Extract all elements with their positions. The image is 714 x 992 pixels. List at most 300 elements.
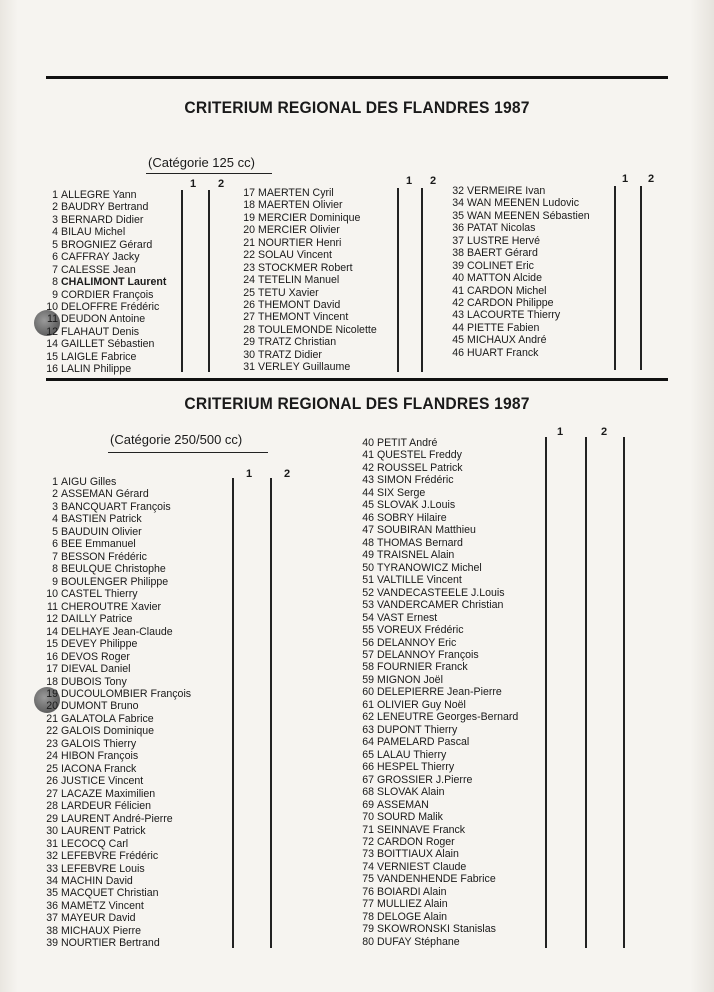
entry-name: DIEVAL Daniel (61, 663, 131, 676)
entry-name: THEMONT Vincent (258, 311, 349, 324)
entry-name: VANDERCAMER Christian (377, 599, 504, 612)
entry-number: 40 (452, 272, 464, 285)
entry-row (357, 437, 518, 449)
entry-row (238, 199, 377, 211)
entry-row (447, 235, 590, 247)
entry-name: CORDIER François (61, 288, 154, 301)
entry-row (357, 462, 518, 474)
section1-mark-line (640, 186, 642, 370)
entry-row (357, 449, 518, 461)
entry-row (46, 825, 191, 837)
entry-row (357, 936, 518, 948)
entry-row (357, 574, 518, 586)
entry-number: 3 (52, 213, 58, 226)
entry-row (357, 512, 518, 524)
entry-row (357, 549, 518, 561)
entry-row (238, 262, 377, 274)
entry-row (46, 663, 191, 675)
entry-row (447, 272, 590, 284)
entry-name: QUESTEL Freddy (377, 449, 462, 462)
entry-row (46, 651, 191, 663)
entry-name: CARDON Roger (377, 836, 455, 848)
entry-name: ALLEGRE Yann (61, 189, 137, 201)
entry-name: DELANNOY François (377, 648, 479, 661)
entry-number: 47 (362, 524, 374, 537)
entry-row (447, 334, 590, 346)
entry-row (46, 501, 191, 513)
entry-number: 70 (362, 811, 374, 824)
entry-name: CASTEL Thierry (61, 588, 138, 601)
section1-column-b (238, 187, 377, 374)
entry-row (46, 838, 191, 850)
entry-row (46, 538, 191, 550)
entry-number: 15 (46, 350, 58, 363)
entry-number: 41 (362, 449, 374, 462)
entry-number: 1 (52, 476, 58, 488)
section1-mark-line (421, 188, 423, 372)
entry-row (447, 222, 590, 234)
entry-row (447, 322, 590, 334)
entry-name: BEE Emmanuel (61, 538, 136, 551)
entry-name: MICHAUX Pierre (61, 924, 142, 937)
entry-number: 25 (243, 286, 255, 299)
entry-number: 34 (452, 197, 464, 210)
entry-name: SIMON Frédéric (377, 474, 454, 487)
entry-number: 9 (52, 575, 58, 588)
entry-number: 38 (46, 924, 58, 937)
entry-row (357, 624, 518, 636)
entry-number: 16 (46, 363, 58, 376)
section2-mark-line (585, 437, 587, 948)
entry-name: MERCIER Olivier (258, 224, 340, 237)
entry-name: MAERTEN Olivier (258, 199, 343, 212)
entry-name: DUFAY Stéphane (377, 935, 460, 948)
entry-row (357, 674, 518, 686)
entry-row (447, 347, 590, 359)
section1-mark-line (208, 190, 210, 372)
entry-name: LEFEBVRE Louis (61, 862, 145, 875)
entry-number: 58 (362, 661, 374, 674)
entry-name: DEUDON Antoine (61, 313, 146, 326)
section1-mark-line (397, 188, 399, 372)
entry-name: GALOIS Dominique (61, 725, 155, 738)
entry-number: 75 (362, 873, 374, 886)
entry-row (46, 189, 166, 201)
entry-name: BOIARDI Alain (377, 885, 447, 898)
entry-row (46, 700, 191, 712)
entry-name: DEVOS Roger (61, 650, 130, 663)
entry-name: FLAHAUT Denis (61, 325, 140, 338)
entry-number: 34 (46, 875, 58, 887)
entry-row (357, 686, 518, 698)
section1-col1-a: 1 (190, 178, 197, 190)
entry-number: 10 (46, 300, 58, 313)
entry-row (357, 711, 518, 723)
entry-row (46, 875, 191, 887)
entry-number: 48 (362, 536, 374, 549)
section1-col1-c: 1 (622, 173, 629, 185)
entry-row (46, 226, 166, 238)
entry-name: LAURENT André-Pierre (61, 812, 173, 825)
entry-name: DUPONT Thierry (377, 723, 458, 736)
entry-name: WAN MEENEN Sébastien (467, 209, 590, 222)
entry-row (46, 601, 191, 613)
entry-row (46, 676, 191, 688)
entry-name: BOULENGER Philippe (61, 575, 169, 588)
entry-name: LAIGLE Fabrice (61, 350, 137, 363)
entry-number: 35 (452, 209, 464, 222)
entry-name: GALATOLA Fabrice (61, 712, 154, 725)
entry-row (46, 638, 191, 650)
entry-number: 22 (46, 725, 58, 738)
entry-number: 29 (46, 812, 58, 825)
entry-row (46, 251, 166, 263)
entry-number: 21 (243, 236, 255, 249)
entry-name: VANDENHENDE Fabrice (377, 873, 496, 886)
entry-number: 54 (362, 611, 374, 624)
entry-number: 4 (52, 226, 58, 239)
entry-number: 38 (452, 247, 464, 260)
entry-number: 20 (243, 224, 255, 237)
entry-number: 46 (362, 511, 374, 524)
entry-name: LALAU Thierry (377, 748, 447, 761)
entry-name: BAUDRY Bertrand (61, 201, 149, 214)
entry-number: 49 (362, 549, 374, 562)
entry-number: 30 (46, 825, 58, 838)
entry-row (238, 249, 377, 261)
entry-number: 59 (362, 673, 374, 686)
entry-name: MICHAUX André (467, 334, 547, 347)
entry-name: LALIN Philippe (61, 363, 132, 376)
entry-row (46, 363, 166, 375)
entry-row (357, 799, 518, 811)
entry-number: 35 (46, 887, 58, 900)
entry-row (46, 576, 191, 588)
entry-name: BILAU Michel (61, 226, 126, 239)
entry-row (357, 724, 518, 736)
entry-name: MERCIER Dominique (258, 211, 361, 224)
entry-row (357, 824, 518, 836)
entry-row (46, 788, 191, 800)
entry-name: DUMONT Bruno (61, 700, 139, 713)
section2-column-a (46, 476, 191, 950)
section2-category: (Catégorie 250/500 cc) (110, 432, 243, 447)
entry-row (357, 524, 518, 536)
entry-row (238, 287, 377, 299)
entry-name: GALOIS Thierry (61, 737, 137, 750)
entry-row (357, 499, 518, 511)
section1-category-underline (146, 173, 272, 174)
entry-number: 37 (46, 912, 58, 925)
entry-name: VAST Ernest (377, 611, 438, 624)
entry-number: 31 (46, 837, 58, 850)
entry-name: NOURTIER Bertrand (61, 937, 160, 950)
entry-number: 10 (46, 588, 58, 601)
entry-row (238, 324, 377, 336)
entry-name: TRAISNEL Alain (377, 549, 455, 562)
entry-row (46, 476, 191, 488)
entry-number: 40 (362, 437, 374, 449)
entry-name: PIETTE Fabien (467, 321, 540, 334)
entry-name: PAMELARD Pascal (377, 736, 470, 749)
entry-number: 6 (52, 251, 58, 264)
entry-row (238, 237, 377, 249)
section2-mark-line (545, 437, 547, 948)
entry-number: 11 (47, 313, 58, 326)
entry-number: 72 (362, 836, 374, 848)
entry-name: DUCOULOMBIER François (61, 687, 192, 700)
entry-name: SOBRY Hilaire (377, 511, 447, 524)
section2-category-underline (108, 452, 268, 453)
entry-number: 7 (52, 263, 58, 276)
entry-row (46, 351, 166, 363)
section2-column-b (357, 437, 518, 948)
section2-mark-line (623, 437, 625, 948)
section1-top-rule (46, 76, 668, 79)
entry-name: CALESSE Jean (61, 263, 136, 276)
entry-name: DEVEY Philippe (61, 638, 138, 651)
entry-name: LARDEUR Félicien (61, 800, 152, 813)
section2-mark-line (232, 478, 234, 948)
entry-name: IACONA Franck (61, 762, 137, 775)
entry-number: 12 (46, 325, 58, 338)
entry-row (46, 239, 166, 251)
entry-number: 24 (46, 750, 58, 763)
entry-row (357, 487, 518, 499)
entry-row (357, 562, 518, 574)
entry-number: 44 (362, 486, 374, 499)
entry-name: SKOWRONSKI Stanislas (377, 923, 496, 936)
entry-row (447, 285, 590, 297)
entry-number: 3 (52, 500, 58, 513)
entry-number: 2 (52, 201, 58, 214)
entry-number: 11 (47, 600, 58, 613)
entry-row (46, 563, 191, 575)
entry-row (46, 276, 166, 288)
entry-row (46, 925, 191, 937)
entry-row (447, 247, 590, 259)
entry-number: 16 (46, 650, 58, 663)
section1-category: (Catégorie 125 cc) (148, 155, 255, 170)
section1-col1-b: 1 (406, 175, 413, 187)
entry-row (357, 898, 518, 910)
entry-row (46, 513, 191, 525)
entry-number: 62 (362, 711, 374, 724)
entry-row (357, 699, 518, 711)
entry-row (238, 311, 377, 323)
entry-number: 76 (362, 885, 374, 898)
entry-number: 79 (362, 923, 374, 936)
entry-row (238, 299, 377, 311)
entry-row (447, 185, 590, 197)
entry-number: 61 (362, 698, 374, 711)
entry-number: 51 (362, 574, 374, 587)
entry-name: CARDON Michel (467, 284, 547, 297)
entry-name: DELOGE Alain (377, 910, 448, 923)
entry-name: VERMEIRE Ivan (467, 185, 546, 197)
entry-number: 14 (46, 338, 58, 351)
entry-number: 21 (46, 712, 58, 725)
entry-name: DELEPIERRE Jean-Pierre (377, 686, 502, 699)
entry-row (46, 264, 166, 276)
entry-name: BASTIEN Patrick (61, 513, 142, 526)
entry-row (447, 297, 590, 309)
entry-number: 63 (362, 723, 374, 736)
entry-row (46, 725, 191, 737)
entry-number: 71 (362, 823, 374, 836)
entry-name: GROSSIER J.Pierre (377, 773, 473, 786)
entry-name: BOITTIAUX Alain (377, 848, 459, 861)
entry-name: WAN MEENEN Ludovic (467, 197, 580, 210)
entry-row (357, 923, 518, 935)
entry-number: 8 (52, 563, 58, 576)
entry-name: AIGU Gilles (61, 476, 117, 488)
entry-number: 19 (243, 211, 255, 224)
entry-number: 5 (52, 525, 58, 538)
entry-name: JUSTICE Vincent (61, 775, 144, 788)
section2-top-rule (46, 378, 668, 381)
entry-row (238, 224, 377, 236)
entry-number: 17 (243, 187, 255, 199)
entry-number: 30 (243, 348, 255, 361)
entry-name: VOREUX Frédéric (377, 624, 464, 637)
entry-number: 26 (243, 298, 255, 311)
section1-col2-a: 2 (218, 178, 225, 190)
entry-row (46, 526, 191, 538)
entry-row (357, 749, 518, 761)
entry-number: 27 (243, 311, 255, 324)
entry-row (46, 763, 191, 775)
section1-col2-b: 2 (430, 175, 437, 187)
entry-number: 46 (452, 346, 464, 359)
entry-name: SOURD Malik (377, 811, 443, 824)
entry-number: 14 (46, 625, 58, 638)
entry-row (46, 775, 191, 787)
entry-number: 42 (362, 461, 374, 474)
entry-number: 55 (362, 624, 374, 637)
section1-column-a (46, 189, 166, 376)
entry-name: TRATZ Didier (258, 348, 322, 361)
entry-number: 36 (452, 222, 464, 235)
entry-name: TYRANOWICZ Michel (377, 561, 482, 574)
entry-number: 2 (52, 488, 58, 501)
entry-name: GAILLET Sébastien (61, 338, 155, 351)
entry-row (238, 336, 377, 348)
entry-row (46, 626, 191, 638)
entry-name: DELOFFRE Frédéric (61, 300, 160, 313)
entry-name: CHALIMONT Laurent (61, 276, 167, 289)
entry-number: 20 (46, 700, 58, 713)
entry-row (46, 488, 191, 500)
entry-name: DAILLY Patrice (61, 613, 133, 626)
entry-row (357, 474, 518, 486)
entry-name: BANCQUART François (61, 500, 171, 513)
entry-row (46, 750, 191, 762)
entry-row (46, 863, 191, 875)
entry-name: MULLIEZ Alain (377, 898, 448, 911)
entry-name: BAUDUIN Olivier (61, 525, 142, 538)
entry-number: 15 (46, 638, 58, 651)
entry-number: 31 (243, 361, 255, 374)
entry-row (447, 309, 590, 321)
entry-number: 29 (243, 336, 255, 349)
entry-number: 9 (52, 288, 58, 301)
entry-name: LECOCQ Carl (61, 837, 129, 850)
entry-row (46, 900, 191, 912)
entry-number: 7 (52, 550, 58, 563)
entry-name: BEULQUE Christophe (61, 563, 166, 576)
entry-number: 50 (362, 561, 374, 574)
entry-number: 60 (362, 686, 374, 699)
entry-name: LAURENT Patrick (61, 825, 146, 838)
entry-name: HUART Franck (467, 346, 539, 359)
entry-number: 22 (243, 249, 255, 262)
entry-number: 1 (52, 189, 58, 201)
entry-row (46, 800, 191, 812)
entry-row (357, 861, 518, 873)
entry-name: DUBOIS Tony (61, 675, 127, 688)
entry-name: HESPEL Thierry (377, 761, 455, 774)
entry-row (357, 661, 518, 673)
entry-name: PETIT André (377, 437, 438, 449)
entry-number: 24 (243, 274, 255, 287)
entry-number: 57 (362, 648, 374, 661)
entry-name: CHEROUTRE Xavier (61, 600, 162, 613)
entry-number: 28 (243, 323, 255, 336)
entry-number: 67 (362, 773, 374, 786)
entry-number: 41 (452, 284, 464, 297)
entry-row (357, 587, 518, 599)
entry-name: CARDON Philippe (467, 296, 554, 309)
entry-number: 39 (46, 937, 58, 950)
entry-name: VERLEY Guillaume (258, 361, 351, 374)
entry-number: 37 (452, 234, 464, 247)
entry-name: SLOVAK J.Louis (377, 499, 456, 512)
entry-row (46, 912, 191, 924)
entry-row (238, 212, 377, 224)
entry-number: 64 (362, 736, 374, 749)
entry-number: 74 (362, 860, 374, 873)
entry-number: 68 (362, 786, 374, 799)
entry-number: 80 (362, 935, 374, 948)
entry-row (447, 210, 590, 222)
entry-number: 32 (452, 185, 464, 197)
entry-number: 17 (46, 663, 58, 676)
entry-row (46, 326, 166, 338)
entry-number: 32 (46, 850, 58, 863)
entry-name: OLIVIER Guy Noël (377, 698, 466, 711)
section1-mark-line (614, 186, 616, 370)
entry-number: 69 (362, 798, 374, 811)
entry-name: ROUSSEL Patrick (377, 461, 463, 474)
entry-name: LACAZE Maximilien (61, 787, 156, 800)
entry-row (46, 551, 191, 563)
section1-title: CRITERIUM REGIONAL DES FLANDRES 1987 (184, 98, 530, 117)
entry-row (357, 637, 518, 649)
entry-row (357, 848, 518, 860)
entry-row (357, 873, 518, 885)
entry-name: SIX Serge (377, 486, 426, 499)
entry-row (357, 761, 518, 773)
entry-row (357, 649, 518, 661)
entry-number: 28 (46, 800, 58, 813)
entry-name: SOUBIRAN Matthieu (377, 524, 476, 537)
entry-row (46, 289, 166, 301)
entry-name: THEMONT David (258, 298, 341, 311)
entry-name: TETELIN Manuel (258, 274, 340, 287)
entry-row (46, 214, 166, 226)
entry-row (357, 599, 518, 611)
